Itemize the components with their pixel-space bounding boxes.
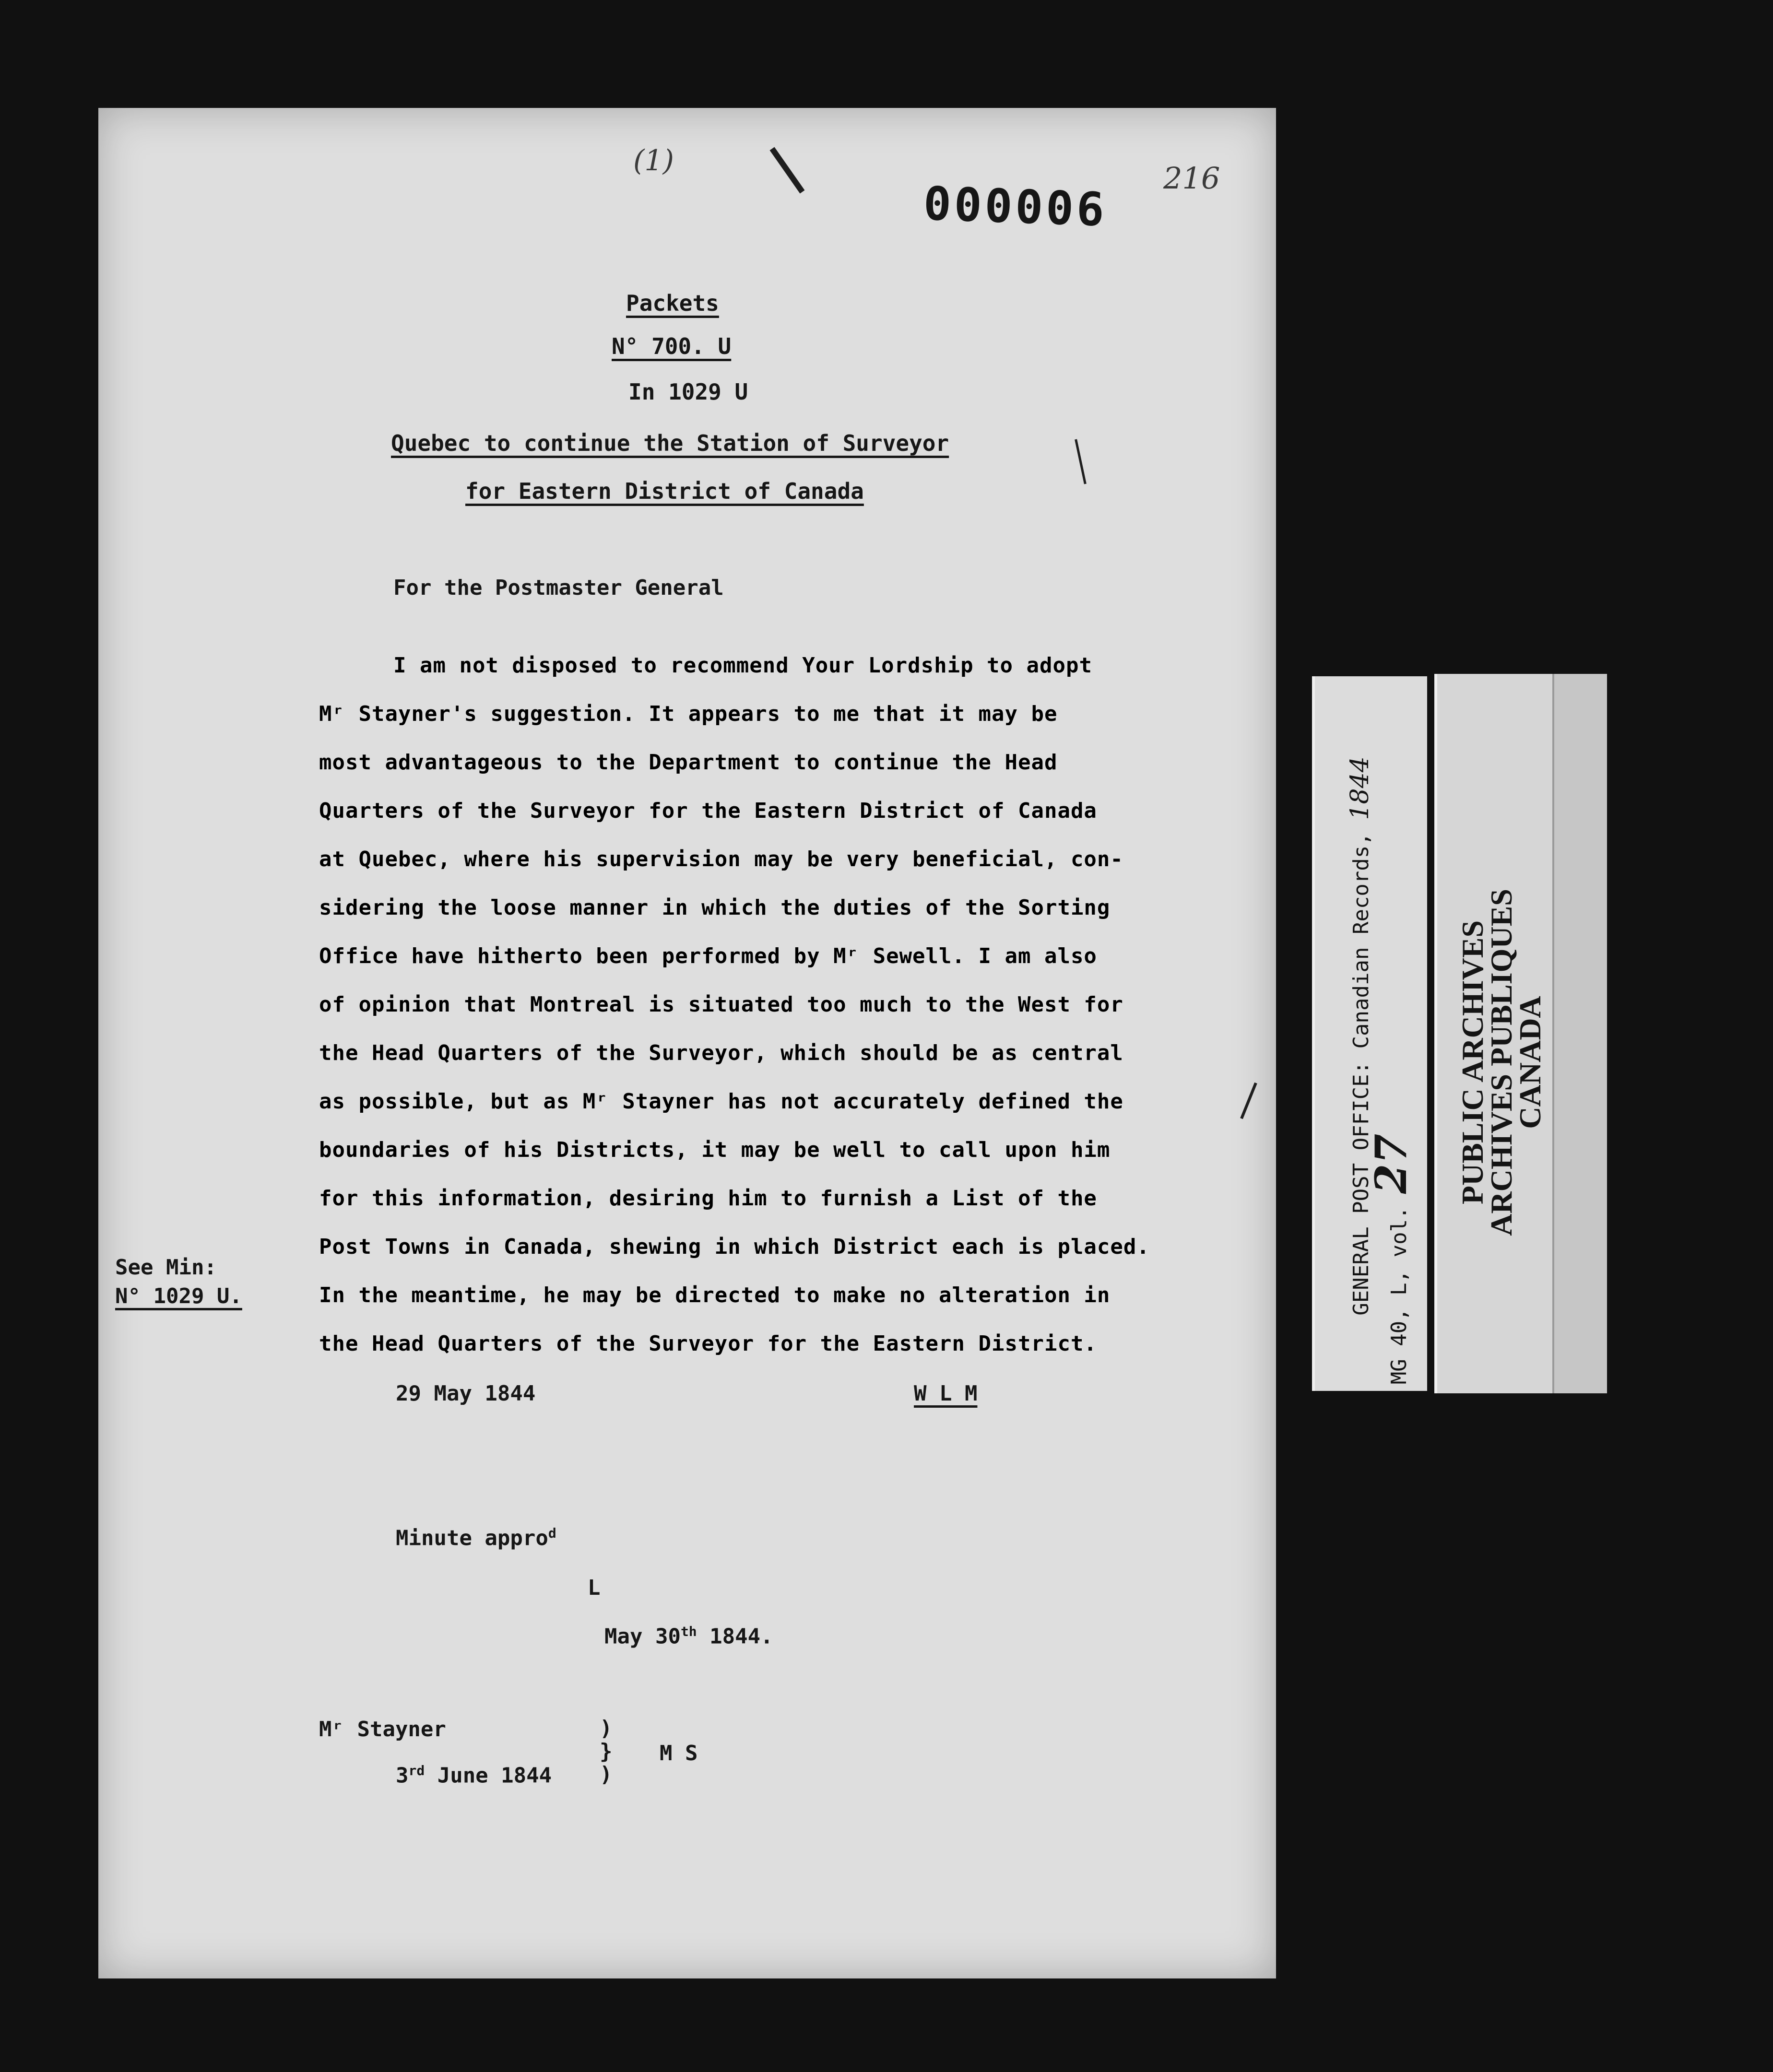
body-line: the Head Quarters of the Surveyor for the Eastern District. xyxy=(319,1331,1097,1356)
footer-name: Mʳ Stayner xyxy=(319,1717,446,1742)
margin-tick xyxy=(1075,439,1087,484)
body-line: the Head Quarters of the Surveyor, which should be as central xyxy=(319,1041,1123,1065)
body-line: for this information, desiring him to furnish a List of the xyxy=(319,1186,1097,1211)
margin-slash xyxy=(1240,1083,1257,1119)
document-page xyxy=(98,108,1276,1978)
salutation: For the Postmaster General xyxy=(393,576,724,600)
volume-line: MG 40, L, vol. 27 xyxy=(1366,1133,1417,1385)
body-line: boundaries of his Districts, it may be well to call upon him xyxy=(319,1138,1111,1162)
pen-mark xyxy=(770,147,805,194)
folio-note: (1) xyxy=(633,144,674,177)
stamp-number: 000006 xyxy=(922,177,1108,237)
body-line: of opinion that Montreal is situated too much to the West for xyxy=(319,992,1123,1017)
record-title: GENERAL POST OFFICE: Canadian Records, 1844 xyxy=(1346,756,1374,1316)
heading-category: Packets xyxy=(626,290,719,316)
margin-note-line1: See Min: xyxy=(115,1255,217,1280)
body-line: most advantageous to the Department to continue the Head xyxy=(319,750,1058,775)
body-line: Mʳ Stayner's suggestion. It appears to me that it may be xyxy=(319,702,1058,726)
margin-note-line2: N° 1029 U. xyxy=(115,1284,242,1308)
letter-initials: W L M xyxy=(914,1381,978,1406)
body-line: Quarters of the Surveyor for the Eastern District of Canada xyxy=(319,799,1097,823)
institution-english: PUBLIC ARCHIVES xyxy=(1455,920,1489,1205)
footer-date: 3rd June 1844 xyxy=(396,1763,552,1788)
archive-reference-label xyxy=(1312,676,1427,1391)
body-line: In the meantime, he may be directed to make no alteration in xyxy=(319,1283,1111,1307)
body-line: as possible, but as Mʳ Stayner has not accurately defined the xyxy=(319,1089,1123,1114)
page-number-handwritten: 216 xyxy=(1163,161,1220,196)
heading-reference: In 1029 U xyxy=(628,379,748,405)
heading-number: N° 700. U xyxy=(612,333,732,359)
minute-letter: L xyxy=(588,1576,601,1600)
archive-institution-label xyxy=(1434,674,1607,1393)
label-stripe xyxy=(1552,674,1607,1393)
minute-approved: Minute appro$^d$ xyxy=(396,1525,556,1551)
minute-date: May 30th 1844. xyxy=(604,1624,773,1649)
letter-date: 29 May 1844 xyxy=(396,1381,536,1406)
body-line: Office have hitherto been performed by Mʳ Sewell. I am also xyxy=(319,944,1097,968)
body-line: at Quebec, where his supervision may be very beneficial, con- xyxy=(319,847,1123,871)
footer-initials: M S xyxy=(660,1741,698,1766)
body-line: Post Towns in Canada, shewing in which District each is placed. xyxy=(319,1235,1150,1259)
body-line: sidering the loose manner in which the duties of the Sorting xyxy=(319,895,1111,920)
body-line: I am not disposed to recommend Your Lordship to adopt xyxy=(393,653,1092,678)
heading-title-line1: Quebec to continue the Station of Surveyor xyxy=(391,430,949,456)
institution-french: ARCHIVES PUBLIQUES xyxy=(1484,889,1518,1236)
institution-country: CANADA xyxy=(1513,996,1547,1129)
heading-title-line2: for Eastern District of Canada xyxy=(465,478,864,504)
footer-brace: ) } ) xyxy=(600,1716,613,1787)
